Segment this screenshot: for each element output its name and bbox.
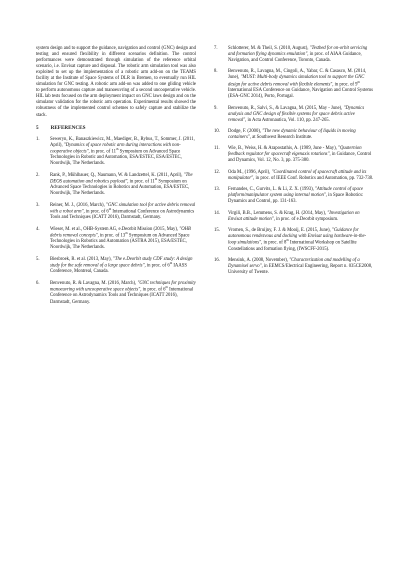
reference-venue: in proc. of 11: [89, 149, 116, 155]
reference-authors: Benvenuto, R., Salvi, S., & Lavagna, M. (2015, May - June),: [228, 105, 343, 111]
reference-authors: Fernandes, C., Gurvits, L. & Li, Z. X. (1993),: [228, 187, 314, 193]
reference-number: 6.: [36, 280, 40, 286]
reference-authors: Benvenuto, R. & Lavagna, M. (2016, March),: [50, 280, 137, 286]
reference-venue-cont: Symposium on Advanced Space Technologies in Robotic and Automation, ESA/ESTEC, ESA/ESTEC, Noordwijk, The Netherlands.: [50, 149, 182, 167]
reference-ordinal: th: [108, 206, 112, 211]
reference-title: "Guidance for autonomous rendezvous and docking with Envisat using hardware-in-the-loop simulations",: [228, 228, 367, 246]
reference-venue-cont: IAASS Conference, Montreal, Canada.: [50, 263, 187, 275]
reference-number: 13.: [214, 187, 220, 193]
reference-title: "GNC techniques for proximity manoeuvring with uncooperative space objects",: [50, 280, 196, 293]
right-column: [214, 46, 374, 565]
reference-number: 9.: [214, 105, 218, 111]
reference-text: [228, 46, 374, 64]
reference-venue: in proc. of 11: [128, 179, 155, 185]
reference-ordinal: th: [125, 230, 128, 235]
reference-number: 16.: [214, 258, 220, 264]
reference-item: [36, 281, 196, 306]
reference-venue: in proc. of AIAA Guidance, Navigation, and Control Conference, Toronto, Canada.: [228, 52, 362, 64]
reference-number: 10.: [214, 128, 220, 134]
reference-list-left: [36, 137, 196, 306]
reference-authors: Biesbroek, R. et al. (2013, May),: [50, 256, 112, 262]
reference-venue: in EEMCS/Electrical Engineering, Report n. 035CE2008, University of Twente.: [228, 264, 373, 276]
reference-item: [214, 170, 374, 182]
reference-text: [228, 187, 374, 205]
reference-venue: in proc. of 6: [141, 287, 166, 293]
reference-venue: in proc. of 8: [262, 240, 287, 246]
reference-number: 1.: [36, 136, 40, 142]
reference-number: 12.: [214, 169, 220, 175]
reference-text: [50, 203, 196, 222]
reference-authors: Oda M., (1996, April),: [228, 169, 271, 175]
reference-ordinal: th: [286, 238, 289, 243]
reference-title: "Quaternion feedback regulator for spacecraft eigenaxis rotations",: [228, 146, 362, 158]
reference-item: [36, 257, 196, 276]
reference-venue-cont: International Conference on Astrodynamics Tools and Techniques (ICATT 2016), Darmstadt, Germany.: [50, 209, 195, 221]
reference-number: 8.: [214, 69, 218, 75]
reference-venue-cont: Symposium on Advanced Space Technologies in Robotics and Automation (ASTRA 2015), ESA/ESTEC, Noordwijk, The Netherlands.: [50, 233, 190, 251]
reference-number: 4.: [36, 226, 40, 232]
reference-list-right: [214, 46, 374, 276]
reference-text: [228, 228, 374, 253]
reference-authors: Mensink, A. (2008, November),: [228, 258, 289, 264]
reference-title: "Dynamics analysis and GNC design of flexible systems for space debris active removal",: [228, 105, 365, 123]
reference-title: "The new dynamic behaviour of liquids in moving containers",: [228, 128, 356, 141]
reference-item: [214, 106, 374, 124]
reference-authors: Reiner, M. J., (2016, March),: [50, 202, 105, 208]
reference-number: 14.: [214, 210, 220, 216]
reference-venue: at Southwest Research Institute.: [250, 135, 313, 141]
reference-title: "GNC simulation tool for active debris removal with a robot arm",: [50, 202, 196, 215]
reference-venue: in proc. of 6: [84, 209, 109, 215]
reference-venue: in Space Robotics: Dynamics and Control, pp. 131-163.: [228, 193, 364, 205]
reference-title: "Attitude control of space platform/manipulator system using internal motion",: [228, 187, 363, 199]
reference-venue: in proc. of IEEE Conf. Robotics and Automation, pp. 732-738.: [254, 175, 374, 181]
reference-item: [214, 129, 374, 141]
reference-item: [36, 203, 196, 222]
reference-title: "Investigation on Envisat attitude motion",: [228, 210, 360, 222]
reference-text: [228, 106, 374, 124]
reference-title: "Coordinated control of spacecraft attitude and its manipulator",: [228, 169, 367, 181]
reference-ordinal: th: [115, 146, 119, 151]
intro-paragraph: system design and to support the guidance, navigation and control (GNC) design and testing and ensured flexibility in different scenarios definition. The control performances were demonstrated through simulation of the reference orbital scenario, i.e. Envisat capture and disposal. The robotic arm simulation tool was also exploited to set up the implementation of a robotic arm add-on on the TEAMS facility at the Institute of Space Systems of DLR in Bremen, to eventually run HIL simulation for GNC testing. A robotic arm add-on was added to one gliding vehicle to perform autonomous capture and manoeuvring of a second uncooperative vehicle. HIL lab tests focused on the arm deployment impact on GNC laws design and on the simulator validation for the robotic arm operation. Experimental results showed the robustness of the implemented control schemes to safely capture and stabilize the stack.: [36, 46, 196, 118]
reference-item: [214, 69, 374, 100]
reference-item: [36, 173, 196, 198]
reference-ordinal: th: [165, 284, 168, 289]
left-column: [36, 46, 196, 565]
reference-text: [228, 170, 374, 182]
reference-text: [228, 129, 374, 141]
reference-venue: in proc. of e.Deorbit symposium.: [274, 216, 339, 222]
reference-title: "Characterization and modelling of a Dynamixel servo",: [228, 258, 360, 270]
reference-number: 2.: [36, 172, 40, 178]
reference-item: [214, 46, 374, 64]
reference-text: [228, 258, 374, 276]
reference-number: 15.: [214, 228, 220, 234]
reference-authors: Wie, B., Weiss, H. & Arapostathis, A. (1989, June - May),: [228, 146, 337, 152]
reference-item: [214, 211, 374, 223]
reference-venue: in Guidance, Control and Dynamics, Vol. 12, No. 3, pp. 375-380.: [228, 152, 372, 164]
reference-venue-cont: International ESA Conference on Guidance, Navigation and Control Systems (ESA-GNC 2014), Porto, Portugal.: [228, 88, 373, 100]
reference-venue-cont: International Workshop on Satellite Constellations and formation flying, (IWSCFF-2015).: [228, 240, 357, 252]
reference-venue: in proc. of 6: [145, 263, 170, 269]
reference-authors: Dodge, F. (2000),: [228, 128, 262, 134]
reference-number: 5.: [36, 256, 40, 262]
reference-number: 11.: [214, 146, 220, 152]
reference-text: [228, 146, 374, 164]
reference-title: "Dynamics of space robotic arm during interactions with non-cooperative objects",: [50, 142, 181, 155]
reference-item: [214, 146, 374, 164]
reference-item: [36, 137, 196, 168]
reference-item: [214, 258, 374, 276]
section-title: REFERENCES: [50, 124, 86, 131]
reference-venue: in Acta Astronautica, Vol. 110, pp. 247-265.: [246, 117, 330, 123]
reference-text: [50, 281, 196, 306]
reference-item: [214, 228, 374, 253]
reference-text: [50, 137, 196, 168]
reference-title: "The e.Deorbit study CDF study: A design study for the safe removal of a large space debris",: [50, 256, 193, 269]
reference-title: "MUST: Multi-body dynamics simulation tool to support the GNC design for active debris removal with flexible elements",: [228, 75, 365, 88]
reference-venue: in proc. of 9: [333, 82, 358, 88]
reference-text: [50, 257, 196, 276]
reference-authors: Vromen, S., de Bruijny, F. J. & Mooij, E. (2015, June),: [228, 228, 331, 234]
reference-text: [50, 173, 196, 198]
reference-title: "OHB debris removal concepts",: [50, 226, 191, 239]
reference-authors: Benvenuto, R., Lavagna, M., Cingoli, A., Yabar, C. & Casasco, M. (2014, June),: [228, 69, 367, 81]
reference-authors: Rank, P., Mühlbauer, Q., Naumann, W. & Landzettel, K. (2011, April),: [50, 172, 183, 178]
reference-item: [36, 227, 196, 252]
reference-venue-cont: International Conference on Astrodynamics Tools and Techniques (ICATT 2016), Darmstadt, Germany.: [50, 287, 194, 305]
reference-ordinal: th: [154, 176, 158, 181]
reference-number: 7.: [214, 46, 218, 51]
reference-authors: Schlotterer, M. & Theil, S. (2010, August),: [228, 46, 309, 51]
reference-venue: in proc. of 13: [98, 233, 126, 239]
reference-number: 3.: [36, 202, 40, 208]
reference-item: [214, 187, 374, 205]
section-heading: [36, 125, 196, 131]
reference-authors: Wieser, M. et al., OHB-System AG, e.Deorbit Mission (2015, May),: [50, 226, 179, 232]
reference-authors: Virgili, B.B., Lemmens, S. & Krag, H. (2014, May),: [228, 210, 327, 216]
reference-ordinal: th: [357, 79, 360, 84]
reference-title: "The DEOS automation and robotics payload",: [50, 172, 193, 185]
reference-authors: Seweryn, K., Banaszkiewicz, M., Maediger, B., Rybus, T., Sommer, J. (2011, April),: [50, 136, 195, 148]
reference-title: "Testbed for on-orbit servicing and formation flying dynamics emulation",: [228, 46, 368, 58]
reference-text: [50, 227, 196, 252]
section-number: 5: [36, 124, 39, 131]
reference-ordinal: th: [169, 260, 173, 265]
reference-text: [228, 69, 374, 100]
reference-venue-cont: Symposium on Advanced Space Technologies in Robotics and Automation, ESA/ESTEC, Noordwijk, The Netherlands.: [50, 179, 190, 197]
reference-text: [228, 211, 374, 223]
